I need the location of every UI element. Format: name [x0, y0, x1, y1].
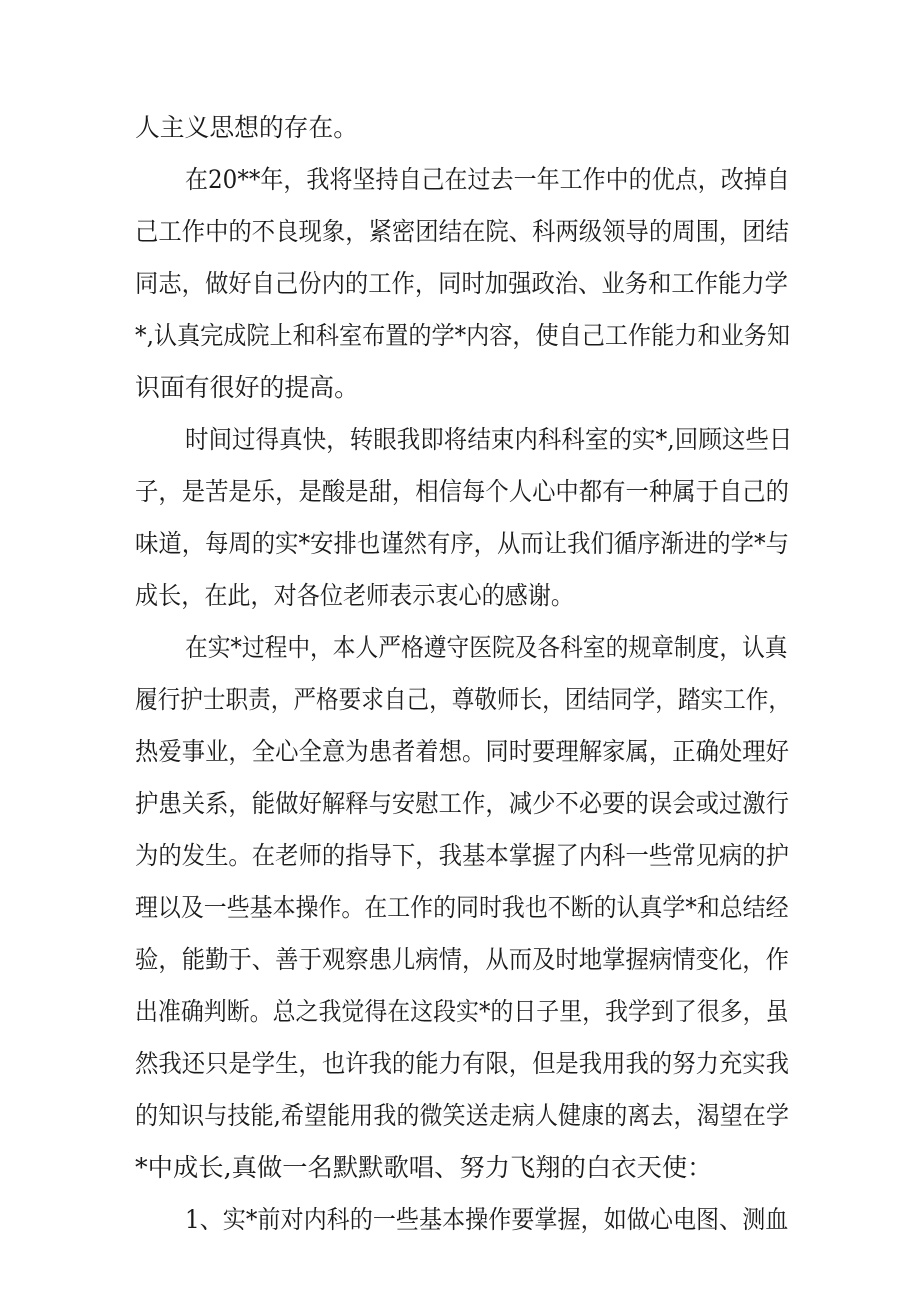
text-line: 1、实*前对内科的一些基本操作要掌握，如做心电图、测血	[185, 1205, 789, 1234]
text-line: 出准确判断。总之我觉得在这段实*的日子里，我学到了很多，虽	[135, 997, 789, 1026]
text-line: 人主义思想的存在。	[135, 113, 359, 142]
text-line: 同志，做好自己份内的工作，同时加强政治、业务和工作能力学	[135, 269, 789, 298]
text-line: 子，是苦是乐，是酸是甜，相信每个人心中都有一种属于自己的	[135, 477, 790, 506]
text-line: 识面有很好的提高。	[135, 373, 360, 402]
text-line: 在实*过程中，本人严格遵守医院及各科室的规章制度，认真	[185, 633, 788, 662]
text-line: *中成长,真做一名默默歌唱、努力飞翔的白衣天使：	[135, 1153, 713, 1182]
text-line: 热爱事业，全心全意为患者着想。同时要理解家属，正确处理好	[135, 737, 790, 766]
text-line: 护患关系，能做好解释与安慰工作，减少不必要的误会或过激行	[135, 789, 790, 818]
text-line: 履行护士职责，严格要求自己，尊敬师长，团结同学，踏实工作，	[135, 685, 792, 714]
text-line: 然我还只是学生，也许我的能力有限，但是我用我的努力充实我	[135, 1049, 790, 1078]
text-line: 在20**年，我将坚持自己在过去一年工作中的优点，改掉自	[185, 165, 790, 194]
text-line: 味道，每周的实*安排也谨然有序，从而让我们循序渐进的学*与	[135, 529, 790, 558]
text-line: 验，能勤于、善于观察患儿病情，从而及时地掌握病情变化，作	[135, 945, 790, 974]
text-line: 理以及一些基本操作。在工作的同时我也不断的认真学*和总结经	[135, 893, 789, 922]
text-line: *,认真完成院上和科室布置的学*内容，使自己工作能力和业务知	[135, 321, 790, 350]
text-line: 成长，在此，对各位老师表示衷心的感谢。	[135, 581, 575, 610]
text-line: 己工作中的不良现象，紧密团结在院、科两级领导的周围，团结	[135, 217, 790, 246]
text-line: 的知识与技能,希望能用我的微笑送走病人健康的离去，渴望在学	[135, 1101, 789, 1130]
text-line: 时间过得真快，转眼我即将结束内科科室的实*,回顾这些日	[185, 425, 793, 454]
text-line: 为的发生。在老师的指导下，我基本掌握了内科一些常见病的护	[135, 841, 790, 870]
